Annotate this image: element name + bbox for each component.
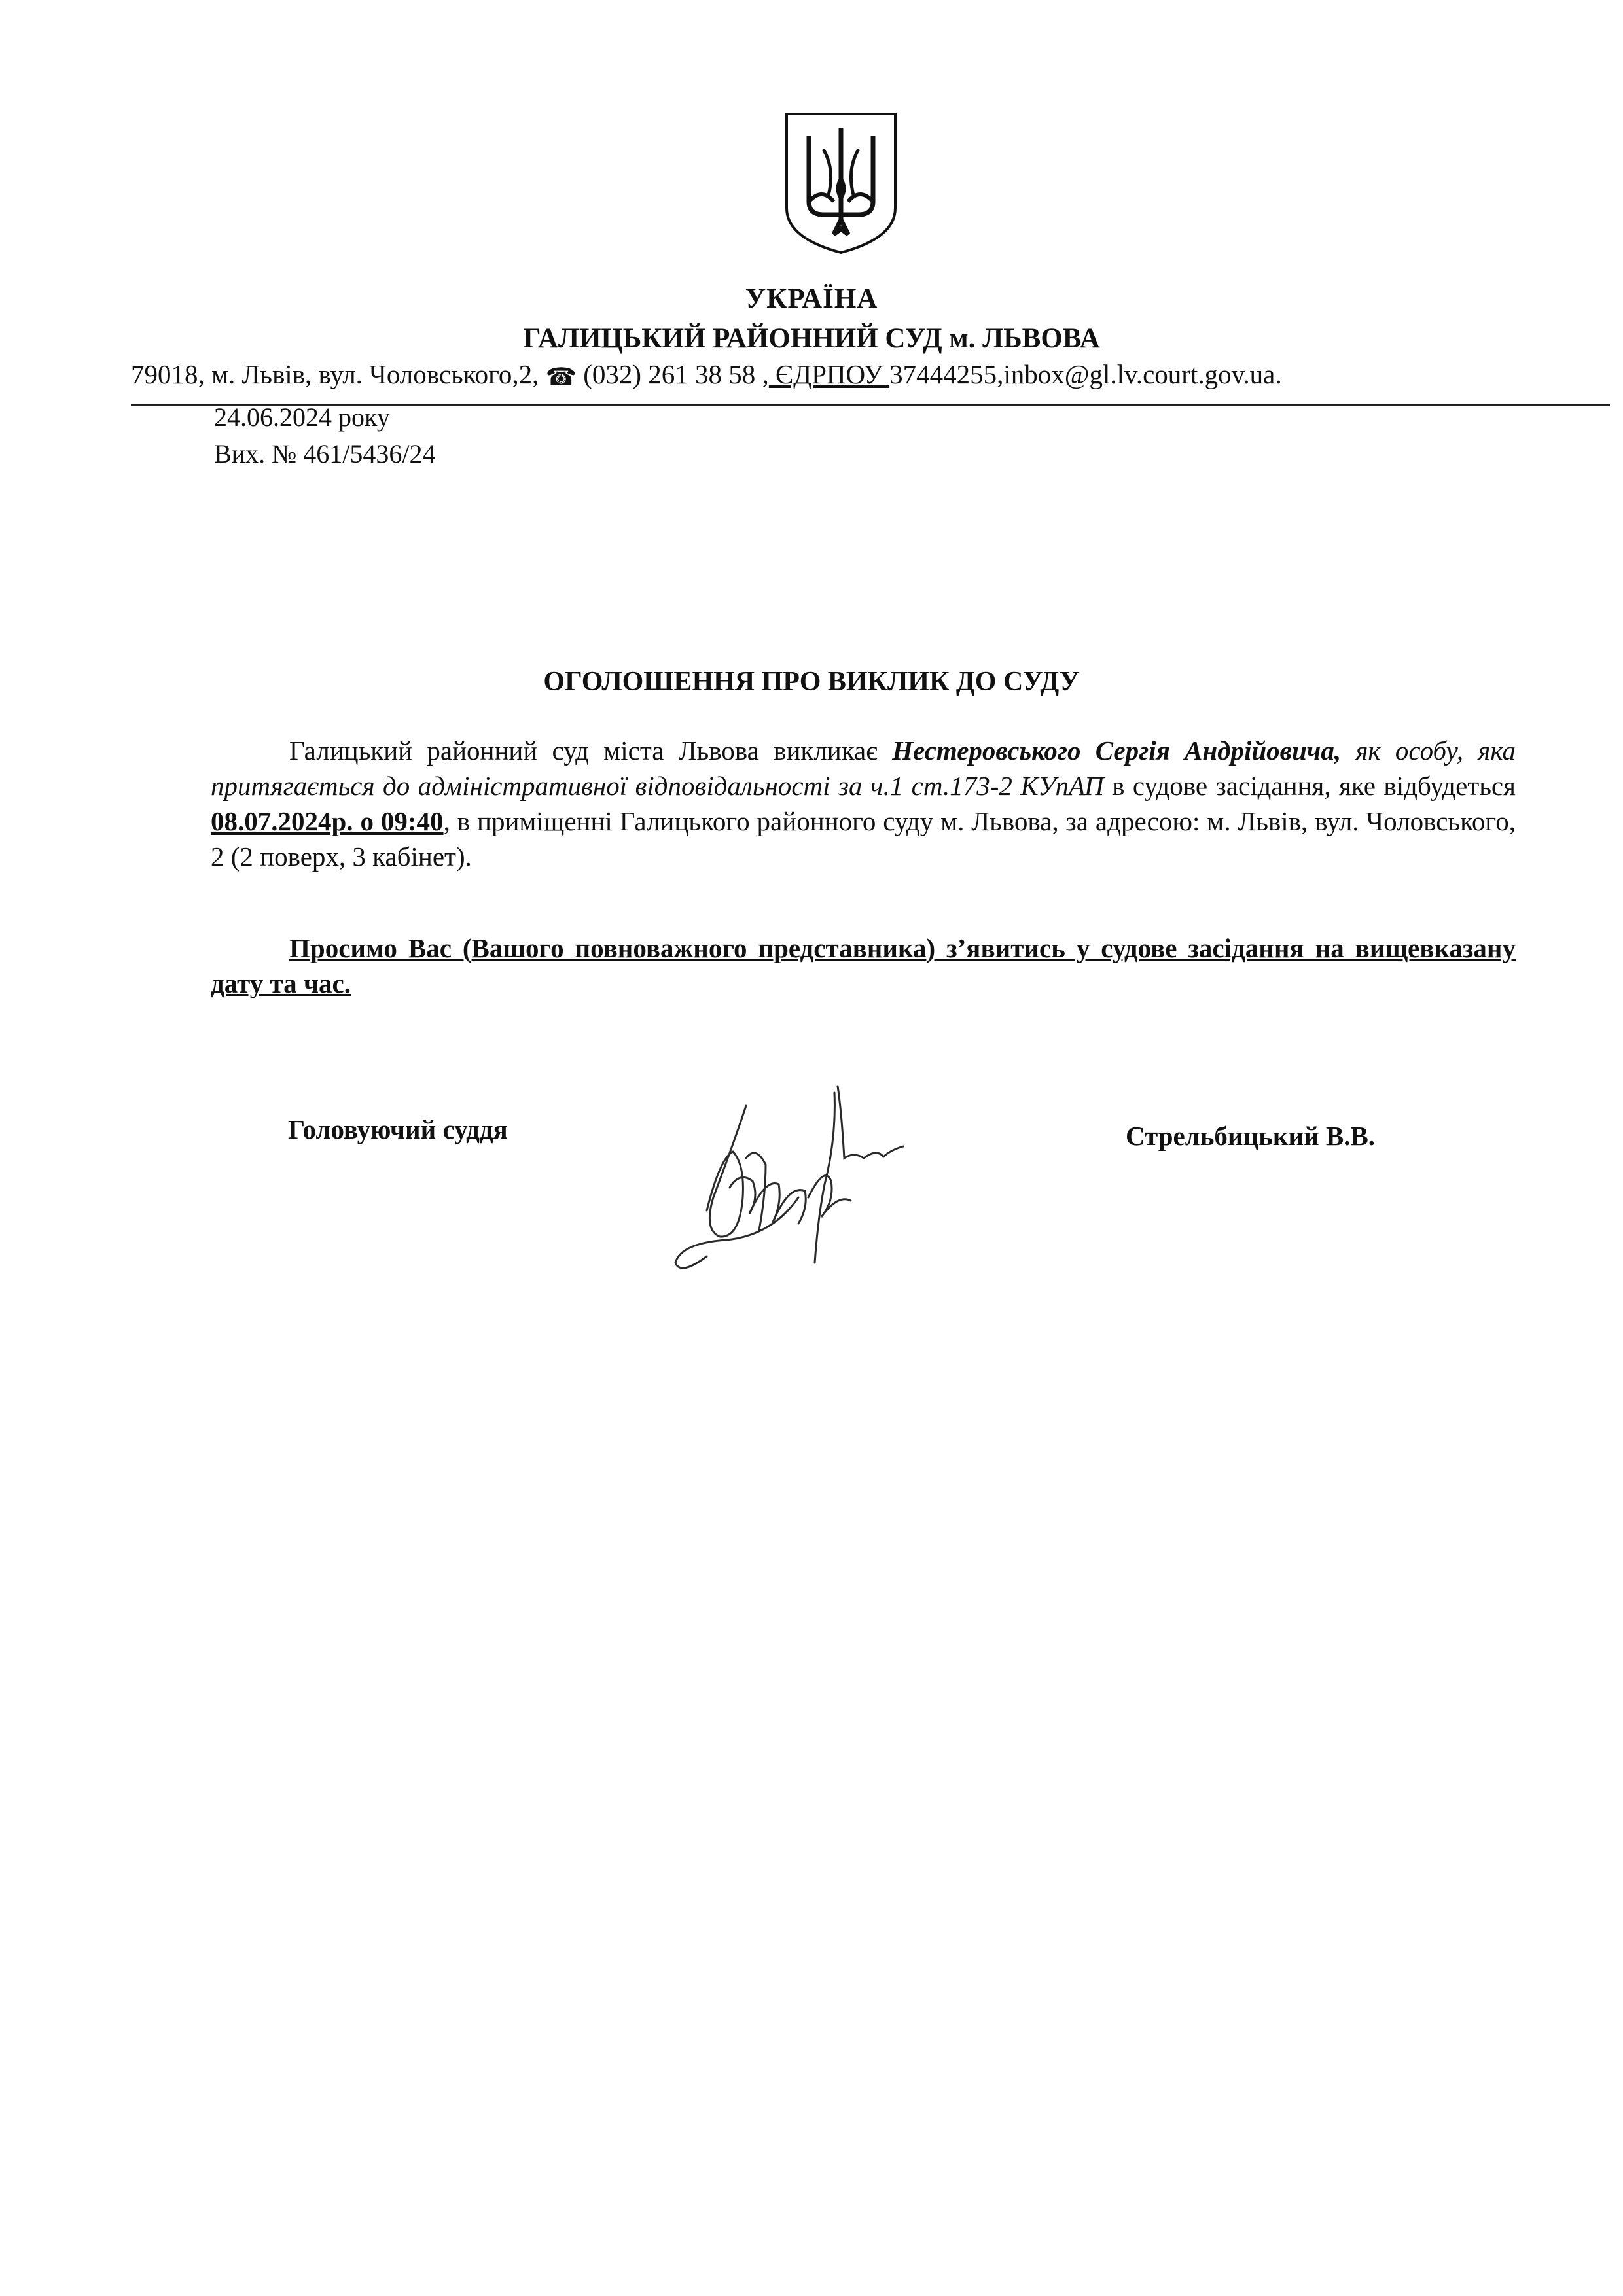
presiding-judge-label: Головуючий суддя (288, 1114, 508, 1144)
edrpou-label: ЄДРПОУ (768, 359, 890, 389)
document-title: ОГОЛОШЕННЯ ПРО ВИКЛИК ДО СУДУ (543, 667, 1080, 697)
judge-signature (668, 1067, 910, 1289)
edrpou-and-email: 37444255,inbox@gl.lv.court.gov.ua. (889, 359, 1282, 389)
country-heading: УКРАЇНА (745, 283, 878, 314)
summoned-person: Нестеровського Сергія Андрійовича, (892, 735, 1342, 766)
outgoing-number: Вих. № 461/5436/24 (214, 439, 436, 468)
phone-icon: ☎ (545, 364, 577, 391)
court-address-line (131, 359, 1282, 392)
appearance-request: Просимо Вас (Вашого повноважного представника) з’явитись у судове засідання на вищевказану дату та час. (211, 933, 1516, 998)
document-date: 24.06.2024 року (214, 402, 390, 432)
court-name-heading: ГАЛИЦЬКИЙ РАЙОННИЙ СУД м. ЛЬВОВА (523, 323, 1100, 354)
address-text: 79018, м. Львів, вул. Чоловського,2, (131, 359, 546, 389)
hearing-datetime: 08.07.2024р. о 09:40 (211, 806, 444, 836)
summons-intro: Галицький районний суд міста Львова викликає (289, 735, 893, 766)
coat-of-arms-icon (783, 110, 899, 256)
judge-name: Стрельбицький В.В. (1126, 1121, 1376, 1151)
hearing-location: в приміщенні Галицького районного суду м. Львова, за адресою: м. Львів, вул. Чоловського, 2 (2 поверх, 3 кабінет). (211, 806, 1516, 872)
summoned-role: як особу, яка притягається до адміністративної відповідальності за ч.1 ст.173-2 КУпАП (211, 735, 1516, 801)
summons-paragraph (211, 733, 1516, 874)
hearing-datetime-comma: , (443, 806, 450, 836)
phone-number: (032) 261 38 58 , (576, 359, 769, 389)
summons-text: в судове засідання, яке відбудеться (1103, 771, 1516, 801)
